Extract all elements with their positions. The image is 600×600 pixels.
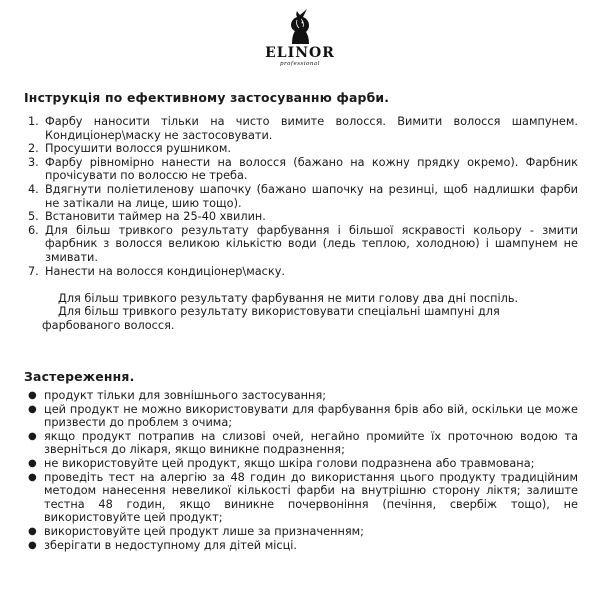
instructions-steps [28, 115, 578, 278]
step-item: 5. Встановити таймер на 25-40 хвилин. [28, 210, 266, 224]
warning-item: ● не використовуйте цей продукт, якщо шкіра голови подразнена або травмована; [28, 456, 535, 470]
warning-item: ● проведіть тест на алергію за 48 годин до використання цього продукту традиційним методом нанесення невеликої кількості фарби на внутрішню сторону ліктя; залиште тестна 48 годин, якщо виникне почервоніння (печіння, свербіж тощо), не використовуйте цей продукт; [28, 470, 578, 525]
bullet-icon: ● [28, 471, 37, 483]
bullet-icon: ● [28, 430, 37, 442]
bullet-icon: ● [28, 457, 37, 469]
bullet-icon: ● [28, 403, 37, 415]
step-item: 2. Просушити волосся рушником. [28, 142, 231, 156]
note-text: Для більш тривкого результату використовувати спеціальні шампуні для фарбованого волосся. [42, 305, 500, 332]
brand-logo [0, 0, 600, 80]
brand-subtitle: professional [279, 61, 321, 67]
unicorn-icon [283, 8, 317, 46]
brand-name: ELINOR [265, 45, 335, 61]
step-item: 1. Фарбу наносити тільки на чисто вимите волосся. Вимити волосся шампунем. Кондиціонер\маску не застосовувати. [28, 115, 578, 142]
step-item: 3. Фарбу рівномірно нанести на волосся (бажано на кожну прядку окремо). Фарбник прочісувати по волоссю не треба. [28, 155, 578, 183]
note-text: Для більш тривкого результату фарбування не мити голову два дні поспіль. [58, 292, 519, 305]
step-item: 4. Вдягнути поліетиленову шапочку (бажано шапочку на резинці, щоб надлишки фарби не затікали на лице, шию тощо). [28, 182, 578, 210]
warnings-title: Застереження. [24, 369, 135, 384]
bullet-icon: ● [28, 390, 37, 401]
instructions-title: Інструкція по ефективному застосуванню фарби. [24, 90, 390, 105]
warning-item: ● цей продукт не можно використовувати для фарбування брів або вій, оскільки це може призвести до проблем з очима; [28, 402, 578, 430]
step-item: 7. Нанести на волосся кондиціонер\маску. [28, 264, 285, 278]
step-item: 6. Для більш тривкого результату фарбування і більшої яскравості кольору - змити фарбник з волосся великою кількістю води (ледь теплою, холодною) і шампунем не змивати. [28, 223, 578, 264]
bullet-icon: ● [28, 525, 37, 537]
warnings-list [28, 389, 578, 552]
warning-item: ● використовуйте цей продукт лише за призначенням; [28, 524, 364, 538]
warning-item: ● якщо продукт потрапив на слизові очей, негайно промийте їх проточною водою та зверніться до лікаря, якщо виникне подразнення; [28, 429, 578, 457]
warning-item: ● зберігати в недоступному для дітей місці. [28, 538, 297, 552]
bullet-icon: ● [28, 539, 37, 551]
warning-item: ● продукт тільки для зовнішнього застосування; [28, 389, 327, 402]
instructions-notes [42, 292, 578, 332]
